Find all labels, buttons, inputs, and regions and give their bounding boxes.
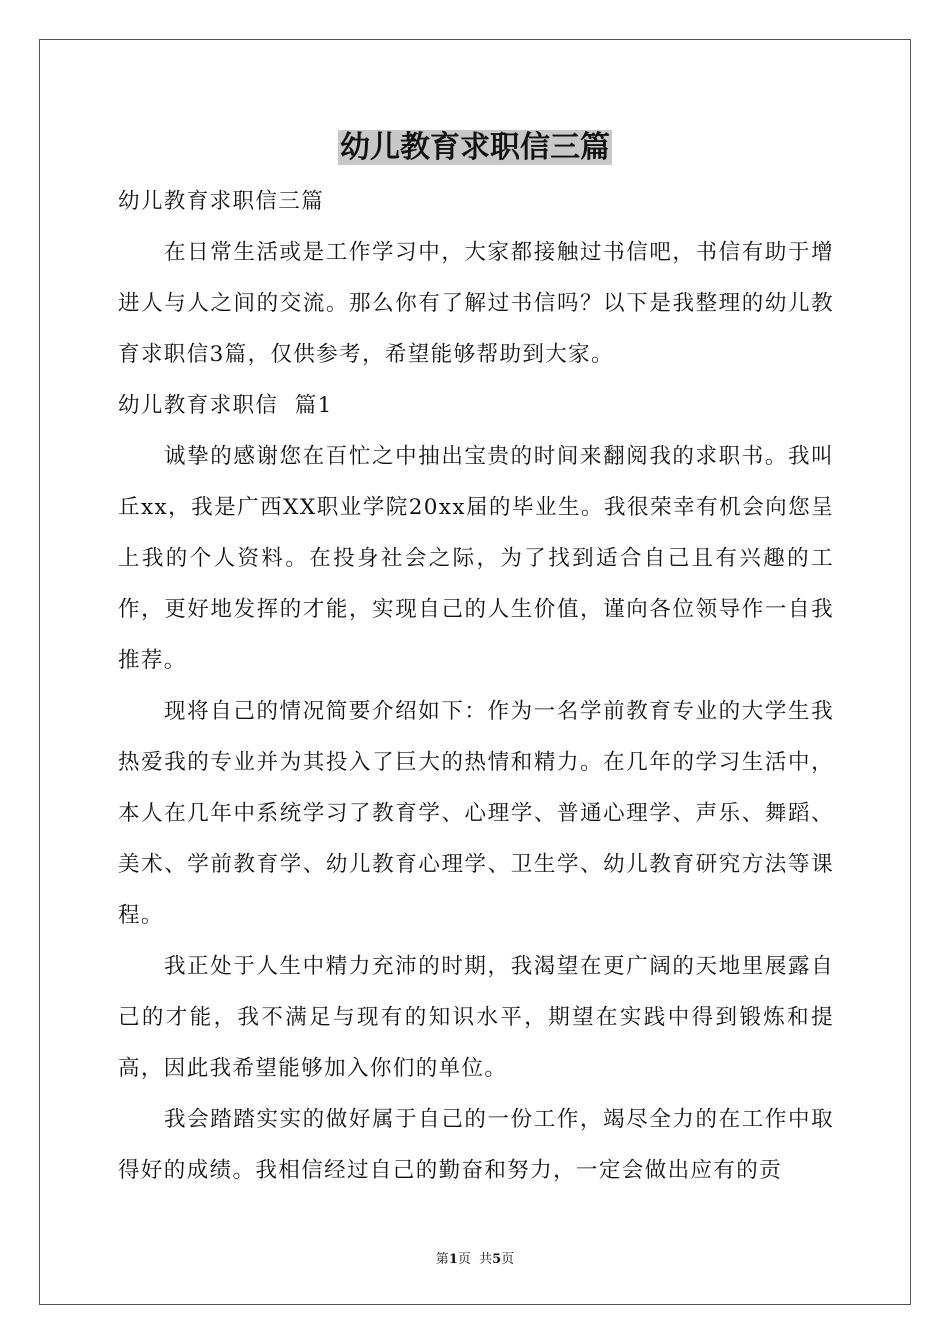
page-number-prefix: 第 [435,1252,449,1267]
body-paragraph: 我正处于人生中精力充沛的时期，我渴望在更广阔的天地里展露自己的才能，我不满足与现有的知识水平，期望在实践中得到锻炼和提高，因此我希望能够加入你们的单位。 [118,954,834,1081]
body-paragraph: 我会踏踏实实的做好属于自己的一份工作，竭尽全力的在工作中取得好的成绩。我相信经过自己的勤奋和努力，一定会做出应有的贡 [118,1107,834,1183]
page-number-mid: 页 共 [457,1252,493,1267]
page-number-suffix: 页 [501,1252,515,1267]
page-number-total: 5 [492,1252,502,1267]
body-paragraph: 现将自己的情况简要介绍如下：作为一名学前教育专业的大学生我热爱我的专业并为其投入了巨大的热情和精力。在几年的学习生活中，本人在几年中系统学习了教育学、心理学、普通心理学、声乐、舞蹈、美术、学前教育学、幼儿教育心理学、卫生学、幼儿教育研究方法等课程。 [118,699,834,928]
subtitle-paragraph: 幼儿教育求职信三篇 [118,189,325,214]
page-footer [0,1248,950,1267]
document-body [118,176,834,1196]
section-heading: 幼儿教育求职信 篇1 [118,393,333,418]
document-title [0,126,950,170]
page-number-current: 1 [448,1252,458,1267]
document-title-text: 幼儿教育求职信三篇 [340,130,610,165]
body-paragraph: 诚挚的感谢您在百忙之中抽出宝贵的时间来翻阅我的求职书。我叫丘xx，我是广西XX职业学院20xx届的毕业生。我很荣幸有机会向您呈上我的个人资料。在投身社会之际，为了找到适合自己且有兴趣的工作，更好地发挥的才能，实现自己的人生价值，谨向各位领导作一自我推荐。 [118,444,834,673]
body-paragraph: 在日常生活或是工作学习中，大家都接触过书信吧，书信有助于增进人与人之间的交流。那么你有了解过书信吗？以下是我整理的幼儿教育求职信3篇，仅供参考，希望能够帮助到大家。 [118,240,834,367]
